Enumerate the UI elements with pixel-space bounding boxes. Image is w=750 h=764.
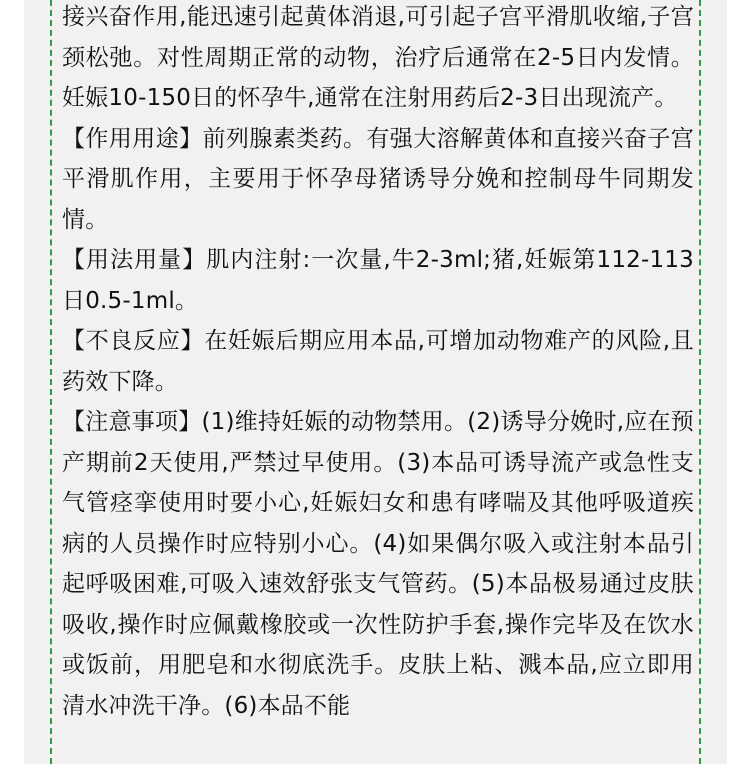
left-dashed-border bbox=[50, 0, 52, 764]
adverse-reactions-paragraph: 【不良反应】在妊娠后期应用本品,可增加动物难产的风险,且药效下降。 bbox=[62, 328, 694, 395]
usage-purpose-paragraph: 【作用用途】前列腺素类药。有强大溶解黄体和直接兴奋子宫平滑肌作用，主要用于怀孕母猪诱导分娩和控制母牛同期发情。 bbox=[62, 125, 694, 233]
intro-paragraph: 接兴奋作用,能迅速引起黄体消退,可引起子宫平滑肌收缩,子宫颈松弛。对性周期正常的动物，治疗后通常在2-5日内发情。妊娠10-150日的怀孕牛,通常在注射用药后2-3日出现流产。 bbox=[62, 4, 694, 111]
dosage-paragraph: 【用法用量】肌内注射:一次量,牛2-3ml;猪,妊娠第112-113日0.5-1ml。 bbox=[62, 247, 694, 314]
right-dashed-border bbox=[699, 0, 701, 764]
document-body bbox=[62, 0, 694, 726]
precautions-paragraph: 【注意事项】(1)维持妊娠的动物禁用。(2)诱导分娩时,应在预产期前2天使用,严禁过早使用。(3)本品可诱导流产或急性支气管痉挛使用时要小心,妊娠妇女和患有哮喘及其他呼吸道疾病的人员操作时应特别小心。(4)如果偶尔吸入或注射本品引起呼吸困难,可吸入速效舒张支气管药。(5)本品极易通过皮肤吸收,操作时应佩戴橡胶或一次性防护手套,操作完毕及在饮水或饭前，用肥皂和水彻底洗手。皮肤上粘、溅本品,应立即用清水冲洗干净。(6)本品不能 bbox=[62, 409, 694, 719]
